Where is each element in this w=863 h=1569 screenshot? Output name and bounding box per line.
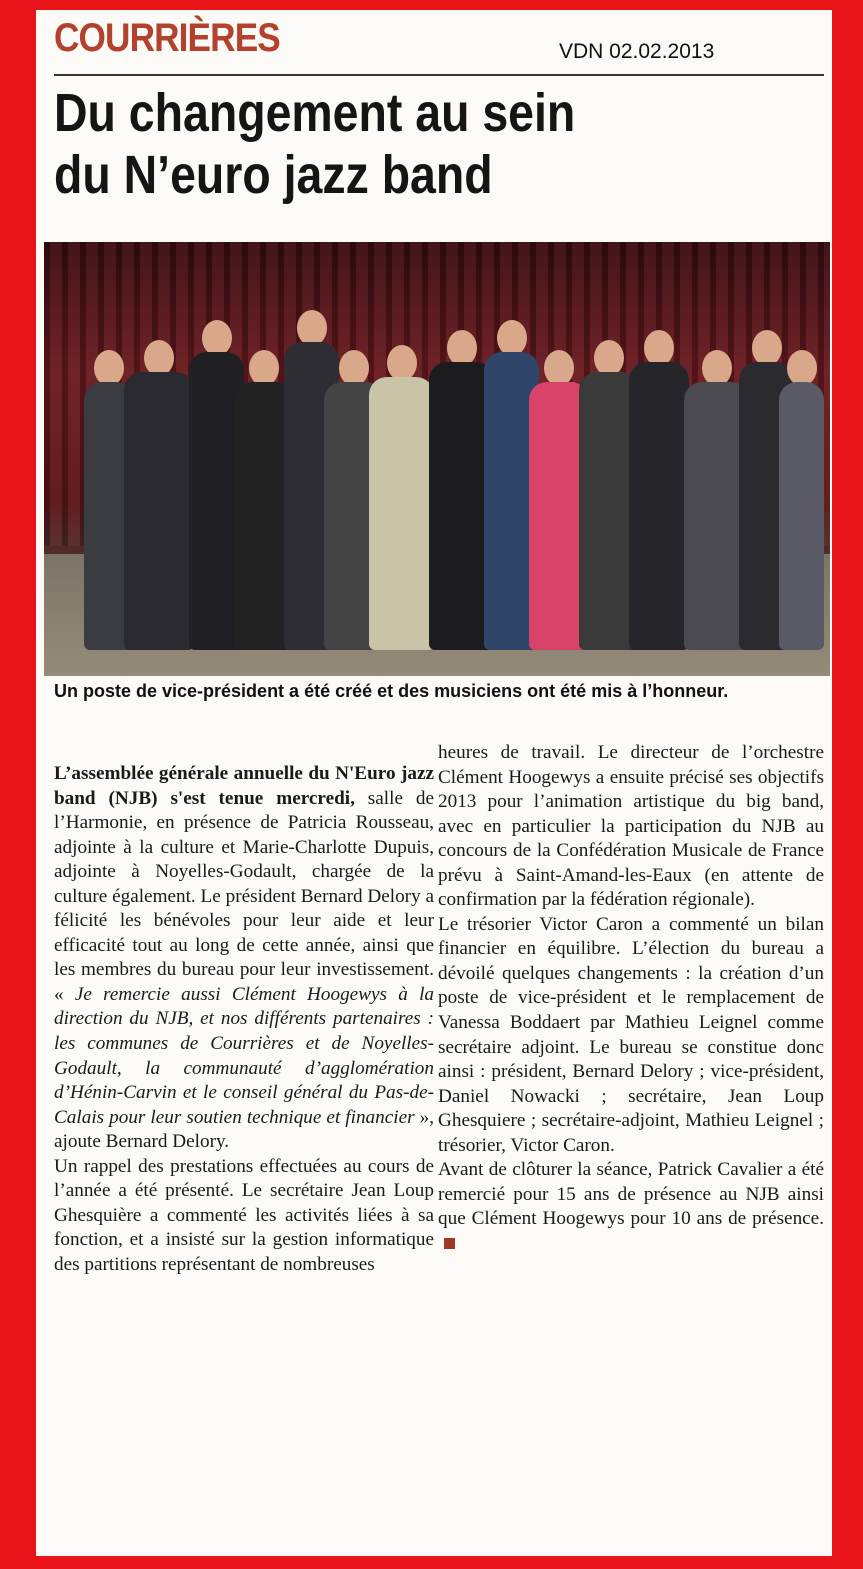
source-date: VDN 02.02.2013: [559, 40, 715, 63]
header-rule: [54, 74, 824, 76]
paragraph-text: », ajoute Bernard Delory.: [54, 1106, 434, 1153]
article-column-1: [54, 762, 434, 1277]
paragraph: [54, 762, 434, 1155]
photo-caption: Un poste de vice-président a été créé et des musiciens ont été mis à l’honneur.: [54, 681, 729, 701]
newspaper-clipping: [36, 10, 832, 1556]
person: [369, 345, 434, 650]
paragraph: Un rappel des prestations effectuées au cours de l’année a été présenté. Le secrétaire Jean Loup Ghesquière a commenté les activités liées à sa fonction, et a insisté sur la gestion informatique des partitions représentant de nombreuses: [54, 1155, 434, 1275]
lead-text: L’assemblée générale annuelle du N'Euro jazz band (NJB) s'est tenue mercredi,: [54, 763, 434, 809]
headline: [54, 82, 708, 206]
headline-line-2: du N’euro jazz band: [54, 145, 493, 205]
paragraph-text: Avant de clôturer la séance, Patrick Cavalier a été remercié pour 15 ans de présence au NJB ainsi que Clément Hoogewys pour 10 ans de présence.: [438, 1159, 824, 1230]
paragraph: heures de travail. Le directeur de l’orchestre Clément Hoogewys a ensuite précisé ses objectifs 2013 pour l’animation artistique du big band, avec en particulier la participation du NJB au concours de la Confédération Musicale de France prévu à Saint-Amand-les-Eaux (en attente de confirmation par la fédération régionale).: [438, 742, 824, 911]
headline-line-1: Du changement au sein: [54, 83, 576, 143]
article-column-2: [438, 741, 824, 1256]
person: [124, 340, 194, 650]
section-title: COURRIÈRES: [54, 16, 280, 60]
quote-text: Je remercie aussi Clément Hoogewys à la direction du NJB, et nos différents partenaires : les communes de Courrières et de Noyelles-Godault, la communauté d’agglomération d’Hénin-Carvin et le conseil général du Pas-de-Calais pour leur soutien technique et financier: [54, 983, 434, 1128]
person: [629, 330, 689, 650]
person: [779, 350, 824, 650]
paragraph-text: salle de l’Harmonie, en présence de Patricia Rousseau, adjointe à la culture et Marie-Charlotte Dupuis, adjointe à Noyelles-Godault, chargée de la culture également. Le président Bernard Delory a félicité les bénévoles pour leur aide et leur efficacité tout au long de cette année, ainsi que les membres du bureau pour leur investissement. «: [54, 787, 434, 1005]
paragraph: [438, 1158, 824, 1256]
group-photo: [44, 242, 830, 676]
paragraph: Le trésorier Victor Caron a commenté un bilan financier en équilibre. L’élection du bureau a dévoilé quelques changements : la création d’un poste de vice-président et le remplacement de Vanessa Boddaert par Mathieu Leignel comme secrétaire adjoint. Le bureau se constitue donc ainsi : président, Bernard Delory ; vice-président, Daniel Nowacki ; secrétaire, Jean Loup Ghesquiere ; secrétaire-adjoint, Mathieu Leignel ; trésorier, Victor Caron.: [438, 913, 824, 1156]
end-square-icon: [444, 1238, 455, 1249]
